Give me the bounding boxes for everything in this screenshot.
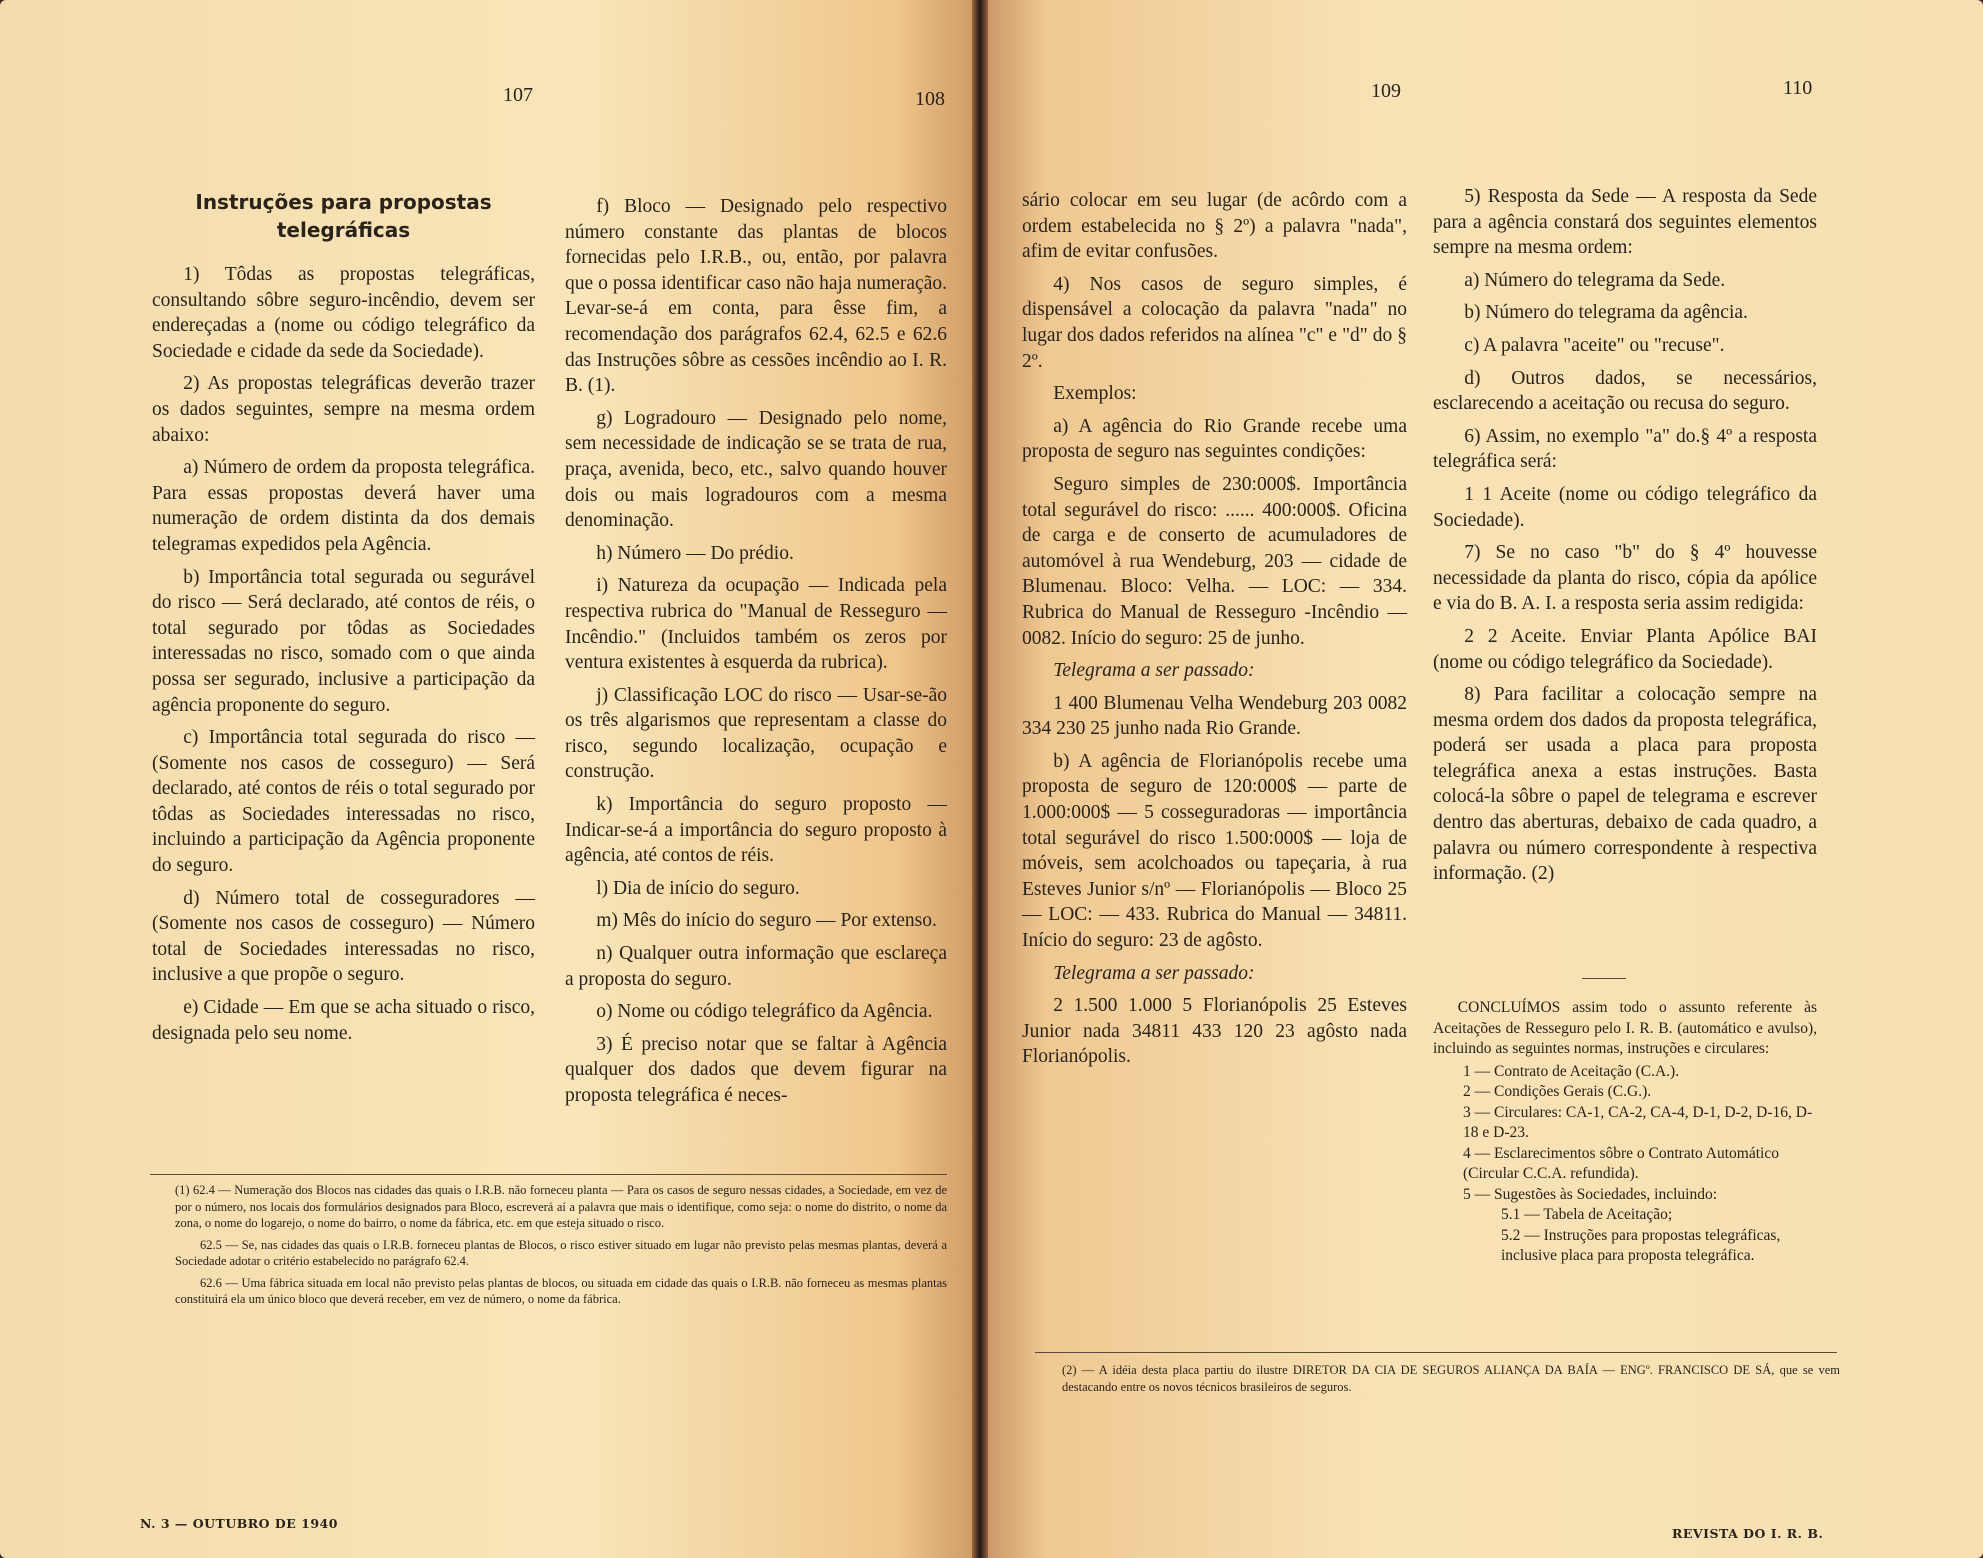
conclusion-text: CONCLUÍMOS assim todo o assunto referente às Aceitações de Resseguro pelo I. R. B. (automático e avulso), incluindo as seguintes normas, instruções e circulares:: [1433, 999, 1817, 1057]
issue-footer: N. 3 — OUTUBRO DE 1940: [140, 1516, 338, 1531]
paragraph: 5) Resposta da Sede — A resposta da Sede para a agência constará dos seguintes elementos sempre na mesma ordem:: [1433, 186, 1817, 259]
paragraph: i) Natureza da ocupação — Indicada pela respectiva rubrica do "Manual de Resseguro — Incêndio." (Incluidos também os zeros por ventura existentes à esquerda da rubrica).: [565, 575, 947, 674]
paragraph: Telegrama a ser passado:: [1053, 660, 1255, 682]
paragraph: 7) Se no caso "b" do § 4º houvesse necessidade da planta do risco, cópia da apólice e via do B. A. I. a resposta seria assim redigida:: [1433, 542, 1817, 615]
list-item: 5.2 — Instruções para propostas telegráficas, inclusive placa para proposta telegráfica.: [1501, 1226, 1781, 1264]
paragraph: 6) Assim, no exemplo "a" do.§ 4º a resposta telegráfica será:: [1433, 425, 1817, 473]
paragraph: g) Logradouro — Designado pelo nome, sem necessidade de indicação se se trata de rua, praça, avenida, beco, etc., salvo quando houver dois ou mais logradouros com a mesma denominação.: [565, 407, 947, 532]
paragraph: b) Número do telegrama da agência.: [1464, 302, 1748, 324]
paragraph: a) Número do telegrama da Sede.: [1464, 269, 1726, 291]
section-title: Instruções para propostas telegráficas: [195, 190, 492, 242]
list-item: 5.1 — Tabela de Aceitação;: [1501, 1206, 1673, 1223]
paragraph: d) Número total de cosseguradores — (Somente nos casos de cosseguro) — Número total de Sociedades interessadas no risco, inclusive a que propõe o seguro.: [152, 887, 535, 986]
conclusion-block: [1433, 998, 1817, 1267]
page-number-110: 110: [1783, 77, 1813, 99]
paragraph: o) Nome ou código telegráfico da Agência.: [596, 1001, 933, 1023]
paragraph: a) A agência do Rio Grande recebe uma proposta de seguro nas seguintes condições:: [1022, 415, 1407, 463]
paragraph: m) Mês do início do seguro — Por extenso.: [596, 910, 937, 932]
page-number-109: 109: [1371, 80, 1401, 102]
paragraph: a) Número de ordem da proposta telegráfica. Para essas propostas deverá haver uma numeração de ordem distinta da dos demais telegramas expedidos pela Agência.: [152, 457, 535, 555]
paragraph: f) Bloco — Designado pelo respectivo número constante das plantas de blocos fornecidas pelo I.R.B., ou, então, por palavra que o possa identificar caso não haja numeração. Levar-se-á em conta, para êsse fim, a recomendação dos parágrafos 62.4, 62.5 e 62.6 das Instruções sôbre as cessões incêndio ao I. R. B. (1).: [565, 196, 947, 397]
paragraph: c) Importância total segurada do risco — (Somente nos casos de cosseguro) — Será declarado, até contos de réis o total segurado por tôdas as Sociedades interessadas no risco, incluindo a participação da Agência proponente do seguro.: [152, 727, 535, 877]
paragraph: 8) Para facilitar a colocação sempre na mesma ordem dos dados da proposta telegráfica, poderá ser usada a placa para proposta telegráfica anexa a estas instruções. Basta colocá-la sôbre o papel de telegrama e escrever dentro das aberturas, debaixo de cada quadro, a palavra ou número correspondente à respectiva informação. (2): [1433, 684, 1817, 885]
paragraph: Exemplos:: [1053, 383, 1137, 405]
paragraph: Seguro simples de 230:000$. Importância total segurável do risco: ...... 400:000$. Oficina de carga e de conserto de acumuladores de automóvel à rua Wendeburg, 203 — cidade de Blumenau. Bloco: Velha. — LOC: — 334. Rubrica do Manual de Resseguro -Incêndio — 0082. Início do seguro: 25 de junho.: [1022, 473, 1407, 649]
book-gutter: [972, 0, 988, 1558]
page-108-column: [565, 194, 947, 1116]
paragraph: 2) As propostas telegráficas deverão trazer os dados seguintes, sempre na mesma ordem abaixo:: [152, 373, 535, 446]
paragraph: 1) Tôdas as propostas telegráficas, consultando sôbre seguro-incêndio, devem ser endereçadas a (nome ou código telegráfico da Sociedade e cidade da sede da Sociedade).: [152, 264, 535, 362]
page-number-108: 108: [915, 88, 945, 110]
paragraph: 3) É preciso notar que se faltar à Agência qualquer dos dados que devem figurar na proposta telegráfica é neces-: [565, 1033, 947, 1106]
paragraph: 1 1 Aceite (nome ou código telegráfico da Sociedade).: [1433, 483, 1817, 531]
list-item: 1 — Contrato de Aceitação (C.A.).: [1463, 1062, 1680, 1080]
footnote-paragraph: 62.5 — Se, nas cidades das quais o I.R.B. forneceu plantas de Blocos, o risco estiver situado em lugar não previsto pelas mesmas plantas, deverá a Sociedade adotar o critério estabelecido no parágrafo 62.4.: [175, 1237, 947, 1268]
footnote-1: [175, 1182, 947, 1313]
list-item: 5 — Sugestões às Sociedades, incluindo:: [1463, 1185, 1717, 1203]
paragraph: e) Cidade — Em que se acha situado o risco, designada pelo seu nome.: [152, 997, 535, 1044]
page-number-107: 107: [503, 84, 533, 106]
paragraph: b) A agência de Florianópolis recebe uma proposta de seguro de 120:000$ — parte de 1.000:000$ — 5 cosseguradoras — importância total segurável do risco 1.500:000$ — loja de móveis, sem acolchoados ou tapeçaria, à rua Esteves Junior s/nº — Florianópolis — Bloco 25 — LOC: — 433. Rubrica do Manual — 34811. Início do seguro: 23 de agôsto.: [1022, 750, 1407, 952]
footnote-paragraph: 62.6 — Uma fábrica situada em local não previsto pelas plantas de blocos, ou situada em cidade das quais o I.R.B. não forneceu as mesmas plantas constituirá ela um único bloco que deverá receber, em vez de número, o nome da fábrica.: [175, 1275, 947, 1306]
paragraph: j) Classificação LOC do risco — Usar-se-ão os três algarismos que representam a classe do risco, segundo localização, ocupação e construção.: [565, 684, 947, 783]
footnote-rule: [150, 1174, 947, 1175]
footnote-paragraph: (2) — A idéia desta placa partiu do ilustre DIRETOR DA CIA DE SEGUROS ALIANÇA DA BAÍA — ENGº. FRANCISCO DE SÁ, que se vem destacando entre os novos técnicos brasileiros de seguros.: [1062, 1363, 1840, 1394]
paragraph: 4) Nos casos de seguro simples, é dispensável a colocação da palavra "nada" no lugar dos dados referidos na alínea "c" e "d" do § 2º.: [1022, 273, 1407, 372]
paragraph: Telegrama a ser passado:: [1053, 962, 1255, 984]
list-item: 2 — Condições Gerais (C.G.).: [1463, 1083, 1652, 1100]
paragraph: k) Importância do seguro proposto — Indicar-se-á a importância do seguro proposto à agência, até contos de réis.: [565, 794, 947, 867]
paragraph: d) Outros dados, se necessários, esclarecendo a aceitação ou recusa do seguro.: [1433, 367, 1817, 415]
footnote-rule: [1035, 1352, 1837, 1353]
list-item: 3 — Circulares: CA-1, CA-2, CA-4, D-1, D-2, D-16, D-18 e D-23.: [1463, 1103, 1813, 1141]
paragraph: 2 1.500 1.000 5 Florianópolis 25 Esteves Junior nada 34811 433 120 23 agôsto nada Florianópolis.: [1022, 995, 1407, 1068]
page-110-column: [1433, 184, 1817, 894]
paragraph: 1 400 Blumenau Velha Wendeburg 203 0082 334 230 25 junho nada Rio Grande.: [1022, 692, 1407, 740]
list-item: 4 — Esclarecimentos sôbre o Contrato Automático (Circular C.C.A. refundida).: [1463, 1144, 1779, 1182]
paragraph: n) Qualquer outra informação que esclareça a proposta do seguro.: [565, 943, 947, 990]
paragraph: b) Importância total segurada ou segurável do risco — Será declarado, até contos de réis, o total segurado por tôdas as Sociedades interessadas no risco, somado com o que ainda possa ser segurado, inclusive a participação da agência proponente do seguro.: [152, 566, 535, 716]
footnote-paragraph: (1) 62.4 — Numeração dos Blocos nas cidades das quais o I.R.B. não forneceu planta — Para os casos de seguro nessas cidades, a Sociedade, em vez de por o número, nos locais dos formulários designados para Bloco, escreverá aí a palavra que mais o identifique, como seja: o nome do distrito, o nome da zona, o nome do logarejo, o nome do bairro, o nome da fábrica, etc. em que esteja situado o risco.: [175, 1183, 947, 1230]
journal-footer: REVISTA DO I. R. B.: [1672, 1526, 1824, 1541]
page-107-column: [152, 188, 535, 1053]
paragraph: l) Dia de início do seguro.: [596, 877, 800, 899]
paragraph: h) Número — Do prédio.: [596, 542, 794, 564]
paragraph: c) A palavra "aceite" ou "recuse".: [1464, 334, 1725, 356]
paragraph: 2 2 Aceite. Enviar Planta Apólice BAI (nome ou código telegráfico da Sociedade).: [1433, 625, 1817, 673]
page-109-column: [1022, 188, 1407, 1077]
separator-rule: [1582, 978, 1626, 979]
paragraph: sário colocar em seu lugar (de acôrdo com a ordem estabelecida no § 2º) a palavra "nada", afim de evitar confusões.: [1022, 190, 1407, 263]
footnote-2: [1062, 1362, 1840, 1400]
